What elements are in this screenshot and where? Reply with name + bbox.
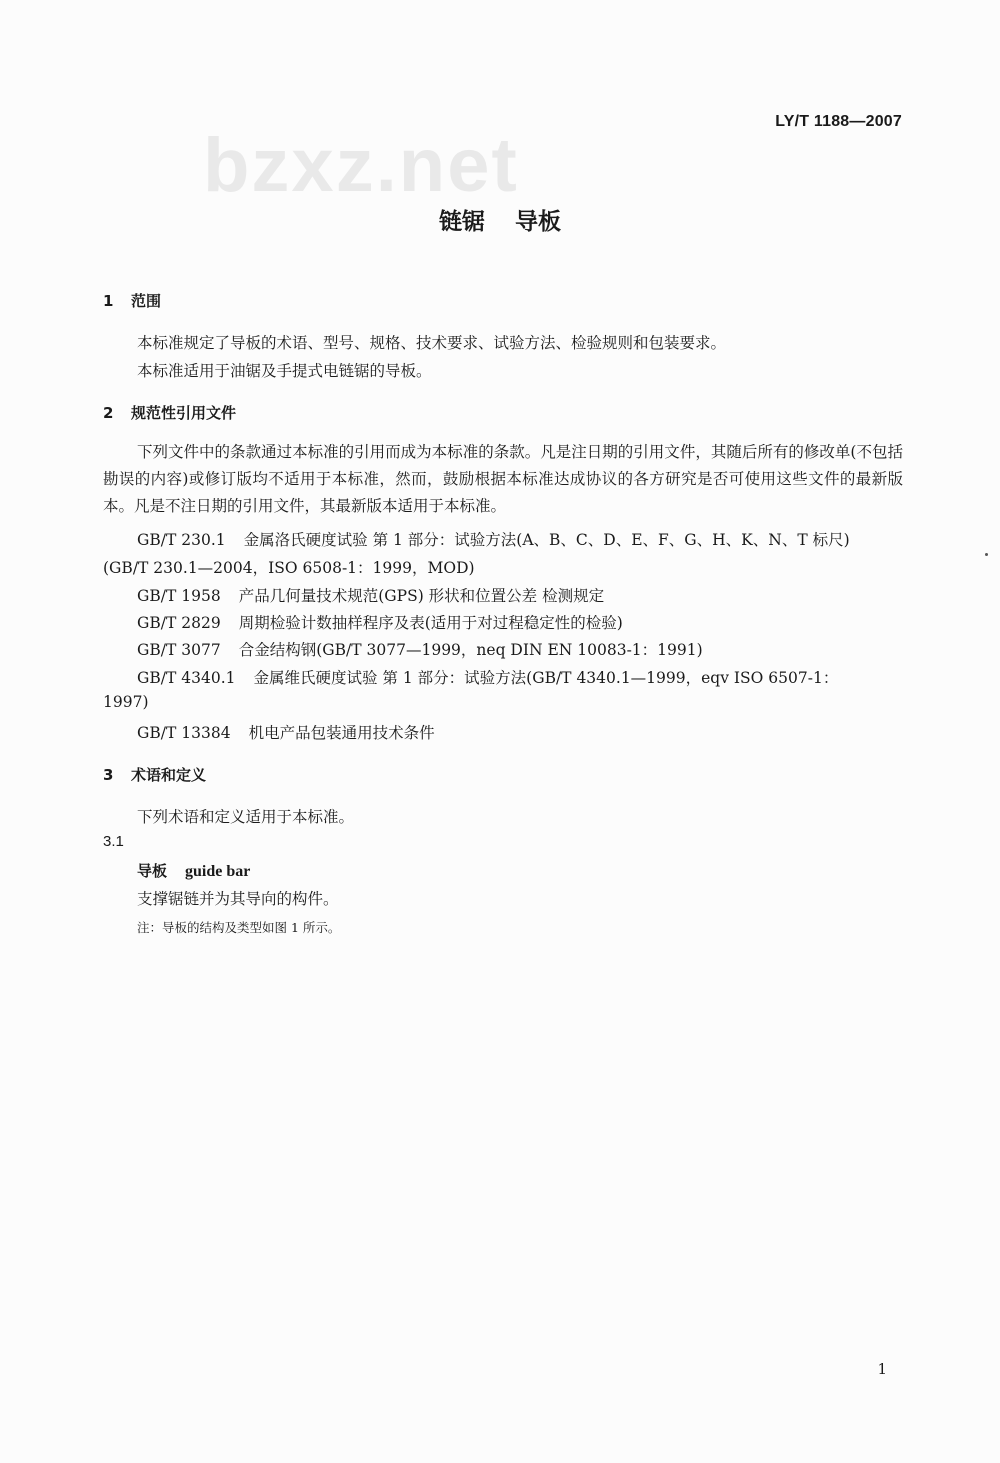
term-definition: 支撑锯链并为其导向的构件。	[137, 890, 339, 908]
reference-code: GB/T 1958	[137, 587, 221, 605]
reference-code: GB/T 230.1	[137, 531, 226, 549]
reference-item	[137, 721, 435, 743]
reference-code: GB/T 13384	[137, 724, 231, 742]
standard-code: LY/T 1188—2007	[775, 113, 902, 130]
section-title: 范围	[131, 292, 162, 310]
reference-title: 周期检验计数抽样程序及表(适用于对过程稳定性的检验)	[238, 614, 623, 632]
document-title: 链锯 导板	[438, 209, 561, 235]
reference-item	[137, 584, 604, 606]
section-number: 3	[103, 766, 114, 784]
scope-paragraph-1: 本标准规定了导板的术语、型号、规格、技术要求、试验方法、检验规则和包装要求。	[137, 334, 727, 352]
term-name	[137, 860, 250, 881]
section-1-heading	[103, 290, 161, 311]
reference-code: GB/T 4340.1	[137, 669, 236, 687]
reference-title: 产品几何量技术规范(GPS) 形状和位置公差 检测规定	[238, 587, 605, 605]
term-chinese: 导板	[137, 862, 168, 880]
section-2-heading	[103, 402, 236, 423]
scope-paragraph-2: 本标准适用于油锯及手提式电链锯的导板。	[137, 362, 432, 380]
section-number: 1	[103, 292, 114, 310]
reference-item	[137, 666, 838, 688]
term-number: 3.1	[103, 833, 124, 850]
reference-continuation: (GB/T 230.1—2004，ISO 6508-1：1999，MOD)	[103, 559, 475, 577]
reference-item	[137, 611, 623, 633]
terms-intro: 下列术语和定义适用于本标准。	[137, 808, 355, 826]
page-number: 1	[877, 1360, 887, 1378]
reference-code: GB/T 2829	[137, 614, 221, 632]
section-number: 2	[103, 404, 114, 422]
reference-title: 机电产品包装通用技术条件	[248, 724, 435, 742]
section-title: 规范性引用文件	[131, 404, 237, 422]
reference-title: 金属洛氏硬度试验 第 1 部分：试验方法(A、B、C、D、E、F、G、H、K、N、T 标尺)	[243, 531, 850, 549]
term-note: 注：导板的结构及类型如图 1 所示。	[137, 920, 341, 935]
reference-item	[137, 528, 850, 550]
reference-continuation: 1997)	[103, 693, 149, 711]
reference-code: GB/T 3077	[137, 641, 221, 659]
normative-intro-paragraph: 下列文件中的条款通过本标准的引用而成为本标准的条款。凡是注日期的引用文件，其随后所有的修改单(不包括勘误的内容)或修订版均不适用于本标准，然而，鼓励根据本标准达成协议的各方研究是否可使用这些文件的最新版本。凡是不注日期的引用文件，其最新版本适用于本标准。	[103, 443, 903, 515]
section-title: 术语和定义	[131, 766, 207, 784]
reference-title: 合金结构钢(GB/T 3077—1999，neq DIN EN 10083-1：1991)	[238, 641, 703, 659]
reference-item	[137, 638, 703, 660]
watermark-logo: bzxz.net	[203, 123, 519, 208]
reference-title: 金属维氏硬度试验 第 1 部分：试验方法(GB/T 4340.1—1999，eqv ISO 6507-1：	[253, 669, 839, 687]
section-3-heading	[103, 764, 206, 785]
scan-mark	[985, 553, 988, 556]
term-english: guide bar	[185, 863, 251, 880]
